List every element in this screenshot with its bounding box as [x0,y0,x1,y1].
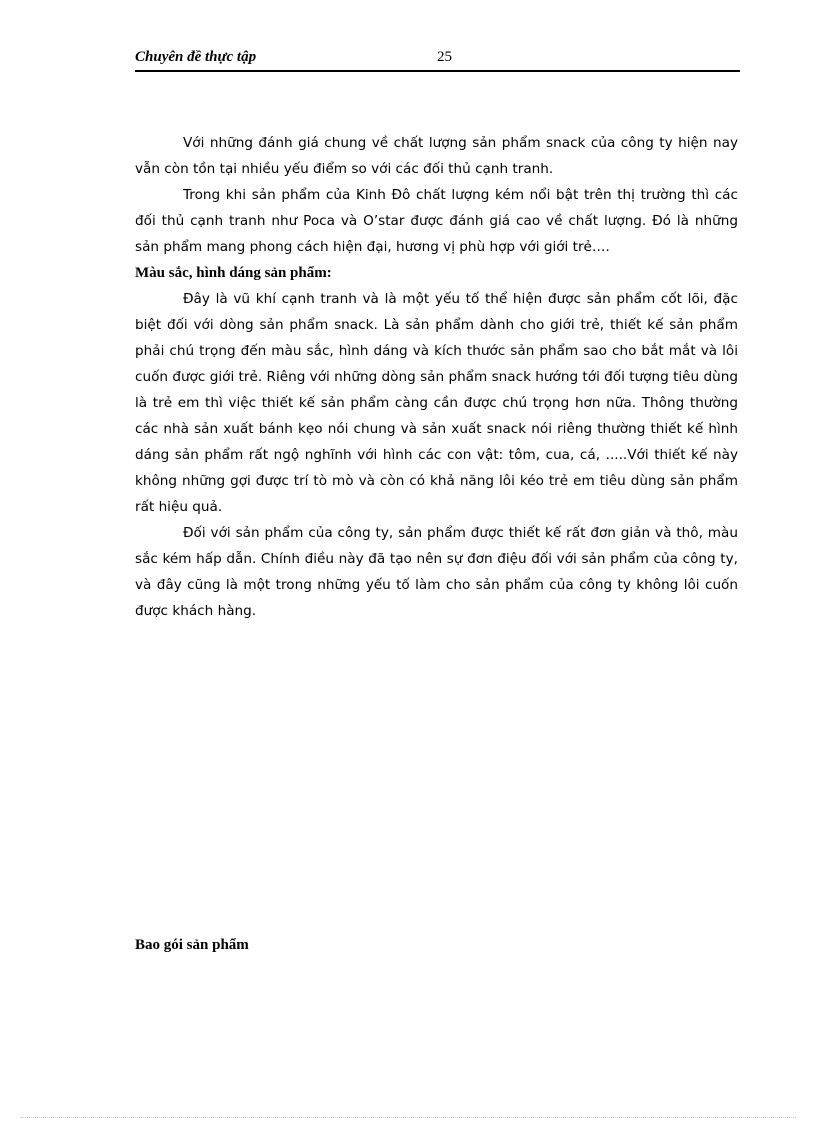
header-title: Chuyên đề thực tập [135,49,257,65]
body-text [135,130,738,624]
page-number: 25 [437,49,452,65]
section-heading-color-shape: Màu sắc, hình dáng sản phẩm: [135,265,332,281]
footer-divider [20,1117,796,1118]
paragraph-2: Trong khi sản phẩm của Kinh Đô chất lượng kém nổi bật trên thị trường thì các đối thủ cạnh tranh như Poca và O’star được đánh giá cao về chất lượng. Đó là những sản phẩm mang phong cách hiện đại, hương vị phù hợp với giới trẻ…. [135,187,738,255]
section-heading-packaging: Bao gói sản phẩm [135,937,249,953]
paragraph-1: Với những đánh giá chung về chất lượng sản phẩm snack của công ty hiện nay vẫn còn tồn tại nhiều yếu điểm so với các đối thủ cạnh tranh. [135,135,738,177]
paragraph-4: Đối với sản phẩm của công ty, sản phẩm được thiết kế rất đơn giản và thô, màu sắc kém hấp dẫn. Chính điều này đã tạo nên sự đơn điệu đối với sản phẩm của công ty, và đây cũng là một trong những yếu tố làm cho sản phẩm của công ty không lôi cuốn được khách hàng. [135,525,738,619]
page-header [135,46,740,72]
paragraph-3: Đây là vũ khí cạnh tranh và là một yếu tố thể hiện được sản phẩm cốt lõi, đặc biệt đối với dòng sản phẩm snack. Là sản phẩm dành cho giới trẻ, thiết kế sản phẩm phải chú trọng đến màu sắc, hình dáng và kích thước sản phẩm sao cho bắt mắt và lôi cuốn được giới trẻ. Riêng với những dòng sản phẩm snack hướng tới đối tượng tiêu dùng là trẻ em thì việc thiết kế sản phẩm càng cần được chú trọng hơn nữa. Thông thường các nhà sản xuất bánh kẹo nói chung và sản xuất snack nói riêng thường thiết kế hình dáng sản phẩm rất ngộ nghĩnh với hình các con vật: tôm, cua, cá, .....Với thiết kế này không những gợi được trí tò mò và còn có khả năng lôi kéo trẻ em tiêu dùng sản phẩm rất hiệu quả. [135,291,738,515]
